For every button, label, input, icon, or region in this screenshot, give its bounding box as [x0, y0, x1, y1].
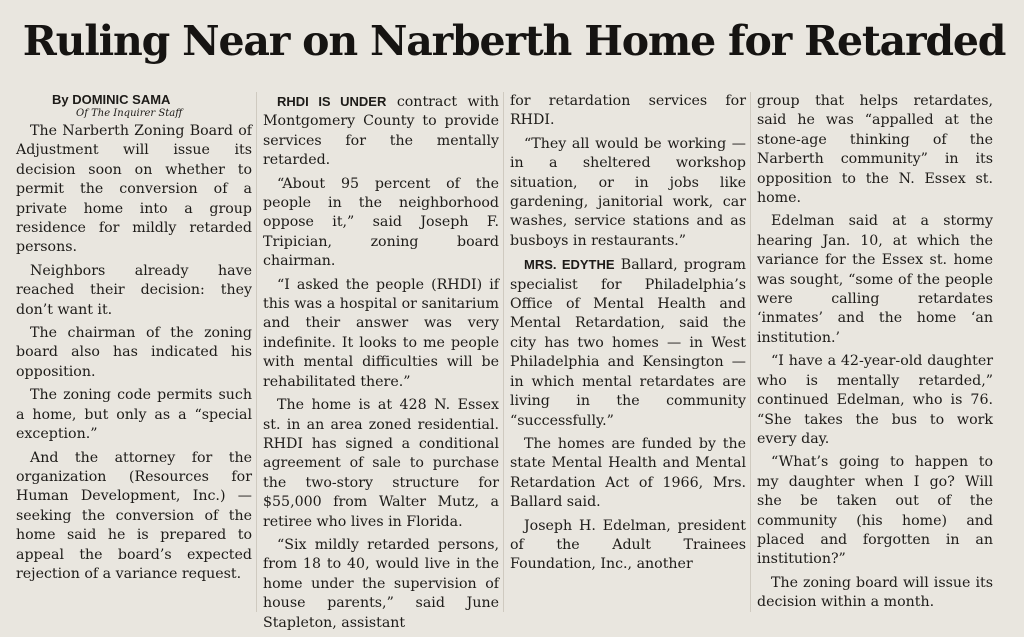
paragraph: The zoning code permits such a home, but only as a “special exception.”: [16, 387, 252, 443]
paragraph: group that helps retardates, said he was “appalled at the stone-age thinking of the Narberth community” in its opposition to the N. Essex st. home.: [757, 93, 993, 207]
paragraph: “Six mildly retarded persons, from 18 to 40, would live in the home under the supervision of house parents,” said June Stapleton, assistant: [263, 536, 499, 631]
paragraph: Neighbors already have reached their decision: they don’t want it.: [16, 262, 252, 318]
paragraph: The Narberth Zoning Board of Adjustment will issue its decision soon on whether to permit the conversion of a private home into a group residence for mildly retarded persons.: [16, 123, 252, 256]
paragraph: “I asked the people (RHDI) if this was a hospital or sanitarium and their answer was very indefinite. It looks to me people with mental difficulties will be rehabilitated there.”: [263, 276, 499, 390]
paragraph: The home is at 428 N. Essex st. in an area zoned residential. RHDI has signed a conditional agreement of sale to purchase the two-story structure for $55,000 from Walter Mutz, a retiree who lives in Florida.: [263, 397, 499, 530]
paragraph: The homes are funded by the state Mental Health and Mental Retardation Act of 1966, Mrs. Ballard said.: [510, 435, 746, 511]
column-rule: [503, 92, 504, 612]
paragraph: Joseph H. Edelman, president of the Adult Trainees Foundation, Inc., another: [510, 517, 746, 573]
paragraph: “About 95 percent of the people in the neighborhood oppose it,” said Joseph F. Tripician, zoning board chairman.: [263, 175, 499, 270]
subhead-lead: RHDI IS UNDER: [277, 94, 387, 109]
article-column-3: [510, 92, 746, 579]
subhead-lead: MRS. EDYTHE: [524, 257, 615, 273]
article-column-2: [263, 92, 499, 637]
column-rule: [750, 92, 751, 612]
paragraph: “I have a 42-year-old daughter who is mentally retarded,” continued Edelman, who is 76. “She takes the bus to work every day.: [757, 353, 993, 447]
headline: Ruling Near on Narberth Home for Retarded: [22, 17, 1006, 65]
paragraph: And the attorney for the organization (Resources for Human Development, Inc.) — seeking the conversion of the home said he is prepared to appeal the board’s expected rejection of a variance request.: [16, 449, 252, 582]
paragraph: The chairman of the zoning board also has indicated his opposition.: [16, 325, 252, 380]
byline-staff: Of The Inquirer Staff: [76, 108, 183, 119]
paragraph: for retardation services for RHDI.: [510, 93, 746, 129]
paragraph: The zoning board will issue its decision within a month.: [757, 574, 993, 611]
paragraph: [510, 255, 746, 431]
paragraph-text: Ballard, program specialist for Philadelphia’s Office of Mental Health and Mental Retardation, said the city has two homes — in West Philadelphia and Kensington — in which mental retardates are living in the community “successfully.”: [510, 257, 746, 429]
article-column-1: [16, 92, 252, 588]
article-column-4: [757, 92, 993, 617]
paragraph-text: contract with Montgomery County to provide services for the mentally retarded.: [263, 94, 499, 169]
paragraph: “They all would be working — in a sheltered workshop situation, or in jobs like gardening, janitorial work, car washes, service stations and as busboys in restaurants.”: [510, 135, 746, 249]
byline: By DOMINIC SAMA: [52, 92, 171, 107]
column-rule: [256, 92, 257, 612]
paragraph: “What’s going to happen to my daughter when I go? Will she be taken out of the community (his home) and placed and forgotten in an institution?”: [757, 454, 993, 568]
paragraph: [263, 92, 499, 171]
paragraph: Edelman said at a stormy hearing Jan. 10, at which the variance for the Essex st. home was sought, “some of the people were calling retardates ‘inmates’ and the home ‘an institution.’: [757, 213, 993, 346]
